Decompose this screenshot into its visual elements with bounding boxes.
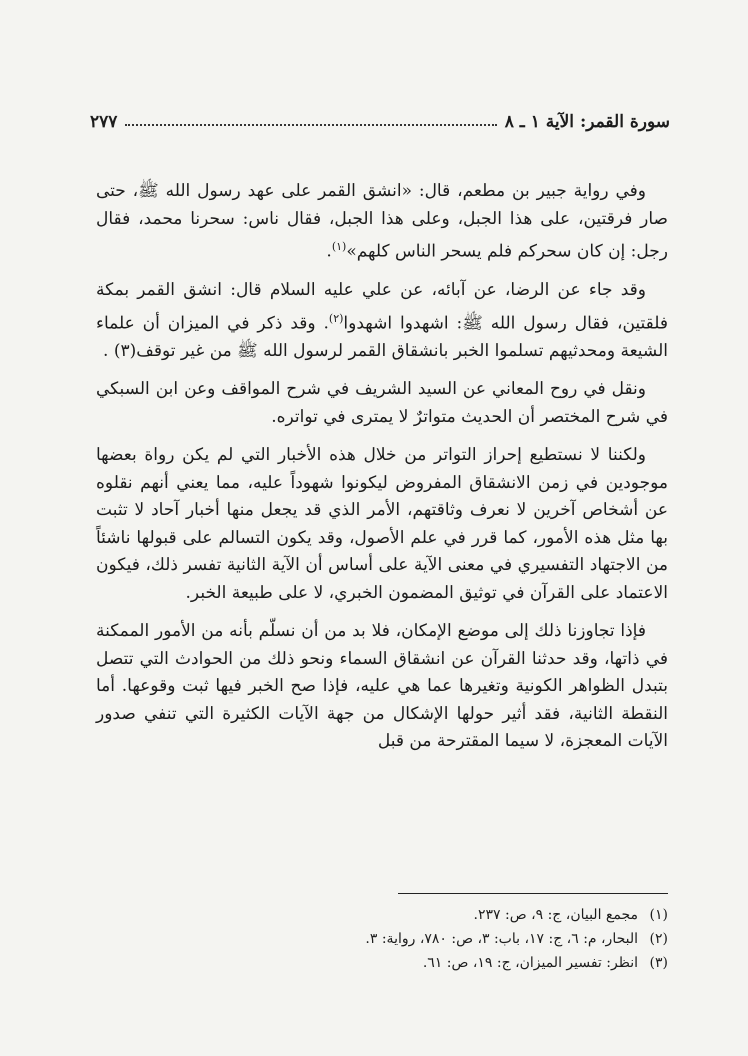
paragraph-5: فإذا تجاوزنا ذلك إلى موضع الإمكان، فلا بد من أن نسلّم بأنه من الأمور الممكنة في ذاتها، وقد حدثنا القرآن عن انشقاق السماء ونحو ذلك من الحوادث التي تتصل بتبدل الظواهر الكونية وتغيرها عما هي عليه، فإذا صح الخبر فيها ثبت وقوعها. أما النقطة الثانية، فقد أثير حولها الإشكال من جهة الآيات الكثيرة التي تنفي صدور الآيات المعجزة، لا سيما المقترحة من قبل [96,621,668,752]
footnote-separator [398,893,668,894]
paragraph-2: وقد جاء عن الرضا، عن آبائه، عن علي عليه السلام قال: انشق القمر بمكة فلقتين، فقال رسول الله ﷺ: اشهدوا اشهدوا$^{(٢)}$. وقد ذكر في الميزان أن علماء الشيعة ومحدثيهم تسلموا الخبر بانشقاق القمر لرسول الله ﷺ من غير توقف(٣) . [96,280,668,361]
footnote-3: (٣) انظر: تفسير الميزان، ج: ١٩، ص: ٦١. [422,955,668,971]
page-number: ٢٧٧ [90,112,118,132]
header-leader-dots [125,123,496,126]
main-text [96,178,668,767]
surah-title: سورة القمر: الآية ١ ـ ٨ [504,112,670,132]
paragraph-3: ونقل في روح المعاني عن السيد الشريف في شرح المواقف وعن ابن السبكي في شرح المختصر أن الحديث متواترٌ لا يمترى في تواتره. [96,379,668,427]
running-header [90,104,670,132]
paragraph-4: ولكننا لا نستطيع إحراز التواتر من خلال هذه الأخبار التي لم يكن رواة بعضها موجودين في زمن الانشقاق المفروض ليكونوا شهوداً عليه، مما يعني أنهم نقلوه عن أشخاص آخرين لا نعرف وثاقتهم، الأمر الذي قد يجعل منها أخبار آحاد لا تثبت بها مثل هذه الأمور، كما قرر في علم الأصول، وقد يكون التسالم على قبولها ناشئاً من الاجتهاد التفسيري في معنى الآية على أساس أن الآية الثانية تفسر ذلك، فيكون الاعتماد على القرآن في توثيق المضمون الخبري، لا على طبيعة الخبر. [96,445,668,603]
paragraph-1: وفي رواية جبير بن مطعم، قال: «انشق القمر على عهد رسول الله ﷺ، حتى صار فرقتين، على هذا الجبل، وعلى هذا الجبل، فقال ناس: سحرنا محمد، فقال رجل: إن كان سحركم فلم يسحر الناس كلهم»$^{(١)}$. [96,181,668,262]
footnote-1: (١) مجمع البيان، ج: ٩، ص: ٢٣٧. [473,907,668,923]
footnotes [96,903,668,975]
footnote-ref-1: (١) [331,240,347,253]
footnote-ref-2: (٢) [328,311,344,325]
footnote-2: (٢) البحار، م: ٦، ج: ١٧، باب: ٣، ص: ٧٨٠، رواية: ٣. [365,931,668,947]
